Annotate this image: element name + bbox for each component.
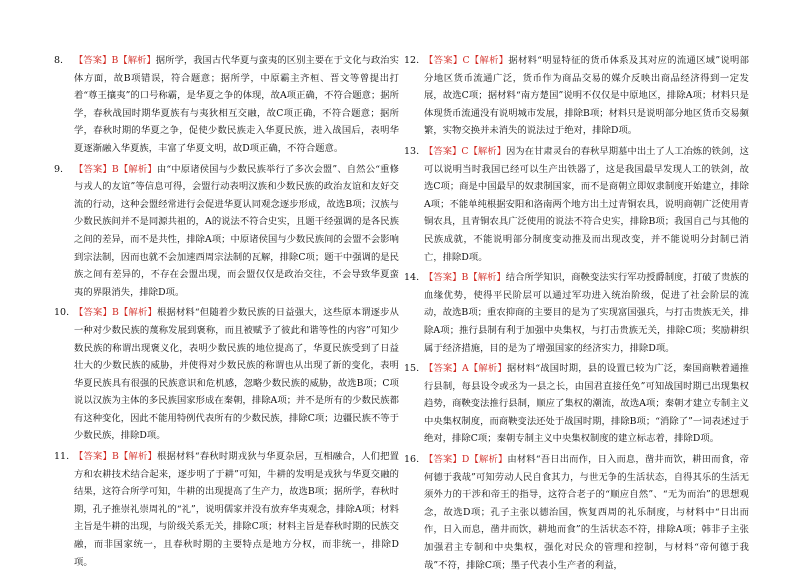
answer-item-9 xyxy=(54,161,399,302)
analysis-text: 由材料“吾日出而作，日入而息，凿井而饮，耕田而食，帝何德于我哉”可知劳动人民自食其力，与世无争的生活状态，自得其乐的生活无须外力的干涉和帝王的指导，这符合老子的“顺应自然”、“无为而治”的思想观念，故选D项；孔子主张以德治国，恢复西周的礼乐制度，与材料中“日出而作，日入而息，凿井而饮，耕地而食”的生活状态不符，排除A项；韩非子主张加强君主专制和中央集权，强化对民众的管理和控制，与材料“帝何德于我哉”不符，排除C项；墨子代表小生产者的利益， xyxy=(424,454,749,571)
answer-tag: 【答案】 xyxy=(424,145,462,157)
answer-paragraph xyxy=(424,143,749,266)
analysis-tag: 【解析】 xyxy=(118,55,156,66)
answer-item-8 xyxy=(54,52,399,158)
answer-paragraph xyxy=(74,448,399,571)
answer-item-10 xyxy=(54,304,399,445)
question-number: 9. xyxy=(54,163,64,175)
answer-letter: B xyxy=(111,307,119,319)
answer-letter: B xyxy=(111,163,119,175)
answer-paragraph xyxy=(424,360,749,448)
analysis-tag: 【解析】 xyxy=(468,272,506,284)
answer-tag: 【答案】 xyxy=(74,451,112,463)
question-number: 14. xyxy=(404,272,420,284)
answer-tag: 【答案】 xyxy=(424,272,462,284)
answer-tag: 【答案】 xyxy=(74,55,112,66)
answer-paragraph xyxy=(74,52,399,158)
analysis-tag: 【解析】 xyxy=(118,307,157,319)
answer-tag: 【答案】 xyxy=(424,454,462,466)
answer-letter: B xyxy=(111,451,119,463)
question-number: 10. xyxy=(54,307,70,319)
answer-item-14 xyxy=(404,269,749,357)
analysis-text: 结合所学知识，商鞅变法实行军功授爵制度，打破了贵族的血缘优势，使得平民阶层可以通过军功进入统治阶级，促进了社会阶层的流动，故选B项；重农抑商的主要目的是为了实现富国强兵，与打击贵族无关，排除A项；推行县制有利于加强中央集权，与打击贵族无关，排除C项；奖励耕织属于经济措施，目的是为了增强国家的经济实力，排除D项。 xyxy=(424,272,750,354)
answer-paragraph xyxy=(424,269,749,357)
answer-letter: D xyxy=(461,454,470,466)
analysis-text: 据材料“战国时期，县的设置已较为广泛，秦国商鞅着通推行县制，每县设令或丞为一县之长，由国君直接任免”可知战国时期已出现集权趋势，商鞅变法推行县制，顺应了集权的潮流，故选A项；秦朝才建立专制主义中央集权制度，而商鞅变法还处于战国时期，排除B项；“消除了”一词表述过于绝对，排除C项；秦朝专制主义中央集权制度的建立标志着，排除D项。 xyxy=(424,363,750,445)
question-number: 15. xyxy=(404,363,420,375)
answer-item-15 xyxy=(404,360,749,448)
answer-item-13 xyxy=(404,143,749,266)
question-number: 16. xyxy=(404,454,420,466)
question-number: 11. xyxy=(54,451,70,463)
analysis-tag: 【解析】 xyxy=(118,163,157,175)
analysis-tag: 【解析】 xyxy=(468,145,506,157)
answer-item-16 xyxy=(404,451,749,574)
answer-item-11 xyxy=(54,448,399,571)
analysis-text: 据材料“明显特征的货币体系及其对应的流通区域”说明部分地区货币流通广泛，货币作为商品交易的媒介反映出商品经济得到一定发展，故选C项；据材料“南方楚国”说明不仅仅是中原地区，排除A项；材料只是体现货币流通没有说明城市发展，排除B项；材料只是说明部分地区货币交易频繁，实物交换并未消失的说法过于绝对，排除D项。 xyxy=(424,55,750,137)
answer-paragraph xyxy=(424,451,749,574)
answer-letter: C xyxy=(461,145,469,157)
answer-letter: B xyxy=(111,55,119,66)
answer-letter: B xyxy=(461,272,469,284)
analysis-tag: 【解析】 xyxy=(118,451,157,463)
answer-tag: 【答案】 xyxy=(74,307,112,319)
analysis-text: 根据材料“春秋时期戎狄与华夏杂居，互相融合，人们把置方和农耕技术结合起来，逐步明了于耕”可知，牛耕的发明是戎狄与华夏交融的结果，这符合所学可知，牛耕的出现提高了生产力，故选B项；据所学，春秋时期，孔子推崇礼崇周礼的“礼”，说明儒家并没有放弃华夷观念，排除A项；材料主旨是牛耕的出现，与阶级关系无关，排除C项；材料主旨是春秋时期的民族交融，而非国家统一，且春秋时期的主要特点是地方分权，而非统一，排除D项。 xyxy=(74,451,400,568)
question-number: 8. xyxy=(54,55,64,66)
analysis-text: 据所学，我国古代华夏与蛮夷的区别主要在于文化与政治实体方面，故B项错误，符合题意；据所学，中原霸主齐桓、晋文等曾提出打着“尊王攘夷”的口号称霸，是华夏之争的体现，故A项正确，不符合题意；据所学，春秋战国时期华夏族有与夷狄相互交融，故C项正确，不符合题意；据所学，春秋时期的华夏之争，促使少数民族走入华夏民族，进入战国后，表明华夏逐渐融入华夏族，丰富了华夏文明，故D项正确，不符合题意。 xyxy=(74,55,400,154)
answer-item-12 xyxy=(404,52,749,140)
answer-letter: C xyxy=(462,55,470,66)
analysis-text: 因为在甘肃灵台的春秋早期墓中出土了人工冶炼的铁剑，这可以说明当时我国已经可以生产出铁器了，这是我国最早发现人工的铁剑，故选C项；商是中国最早的奴隶制国家，而不是商朝立即奴隶制度开始建立，排除A项；不能单纯根据安阳和洛南两个地方出土过青铜农具，说明商朝广泛使用青铜农具，且青铜农具广泛使用的说法不符合史实，排除B项；我国自己与其他的民族成就，不能说明部分制度变动推及而出现改变，并不能说明分封制已消亡，排除D项。 xyxy=(424,145,749,263)
right-column xyxy=(404,52,749,577)
answer-tag: 【答案】 xyxy=(74,163,112,175)
left-column xyxy=(54,52,399,574)
question-number: 13. xyxy=(404,145,420,157)
answer-letter: A xyxy=(461,363,469,375)
analysis-text: 根据材料“但随着少数民族的日益强大，这些原本谓逐步从一种对少数民族的蔑称发展到褒称，而且被赋予了彼此和谐等性的内容”可知少数民族的称谓出现褒义化，表明少数民族的地位提高了，华夏民族受到了日益壮大的少数民族的威胁，并使得对少数民族的称谓也从出现了新的变化，表明华夏民族具有很强的民族意识和危机感，忽略少数民族的威胁，故选B项；C项说以汉族为主体的多民族国家形成在秦朝，排除A项；并不是所有的少数民族都有这种变化，因此不能用特例代表所有的少数民族，排除C项；边疆民族不等于少数民族，排除D项。 xyxy=(74,307,400,442)
answer-tag: 【答案】 xyxy=(424,55,463,66)
analysis-text: 由“中原诸侯国与少数民族举行了多次会盟”、自然公“重修与戎人的友谊”等信息可得，会盟行动表明汉族和少数民族的政治友谊和友好交流的行动，这种会盟经常进行会促进华夏认同观念逐步形成，故选B项；汉族与少数民族间并不是同源共祖的，A的说法不符合史实，且题干经强调的是各民族之间的差异，而不是共性，排除A项；中原诸侯国与少数民族间的会盟不会影响到宗法制，因而也就不会加速西周宗法制的瓦解，排除C项；题干中强调的是民族之间有差异的，不存在会盟出现，而会盟仅仅是政治交往，不会导致华夏蛮夷的界限消失，排除D项。 xyxy=(74,163,400,298)
answer-tag: 【答案】 xyxy=(424,363,462,375)
answer-paragraph xyxy=(74,161,399,302)
answer-paragraph xyxy=(74,304,399,445)
analysis-tag: 【解析】 xyxy=(468,363,507,375)
analysis-tag: 【解析】 xyxy=(469,454,508,466)
question-number: 12. xyxy=(404,55,420,66)
analysis-tag: 【解析】 xyxy=(469,55,509,66)
answer-paragraph xyxy=(424,52,749,140)
